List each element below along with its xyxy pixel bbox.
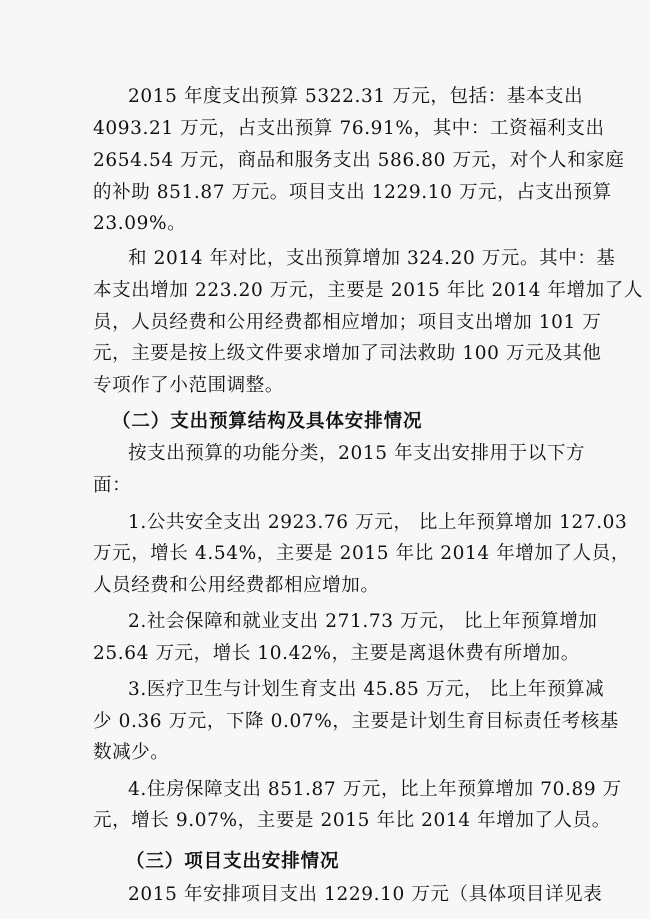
paragraph-2-line-5: 专项作了小范围调整。: [93, 375, 285, 396]
paragraph-2-line-2: 本支出增加 223.20 万元，主要是 2015 年比 2014 年增加了人: [93, 280, 643, 301]
item-1-line-3: 人员经费和公用经费都相应增加。: [93, 575, 380, 596]
section-heading-2: （二）支出预算结构及具体安排情况: [112, 411, 423, 432]
paragraph-3-line-1: 按支出预算的功能分类，2015 年支出安排用于以下方: [128, 443, 586, 464]
paragraph-2-line-3: 员，人员经费和公用经费都相应增加；项目支出增加 101 万: [93, 312, 602, 333]
item-1-line-2: 万元，增长 4.54%，主要是 2015 年比 2014 年增加了人员，: [93, 543, 630, 564]
paragraph-1-line-5: 23.09%。: [93, 213, 187, 234]
item-3-line-1: 3.医疗卫生与计划生育支出 45.85 万元， 比上年预算减: [128, 679, 605, 700]
item-1-line-1: 1.公共安全支出 2923.76 万元， 比上年预算增加 127.03: [128, 512, 628, 533]
section-heading-3: （三）项目支出安排情况: [126, 851, 340, 872]
paragraph-1-line-1: 2015 年度支出预算 5322.31 万元，包括：基本支出: [128, 86, 584, 107]
paragraph-3-line-2: 面：: [93, 475, 132, 496]
paragraph-1-line-3: 2654.54 万元，商品和服务支出 586.80 万元，对个人和家庭: [93, 150, 625, 171]
paragraph-2-line-1: 和 2014 年对比，支出预算增加 324.20 万元。其中：基: [128, 248, 616, 269]
item-2-line-1: 2.社会保障和就业支出 271.73 万元， 比上年预算增加: [128, 611, 598, 632]
item-2-line-2: 25.64 万元，增长 10.42%，主要是离退休费有所增加。: [93, 643, 580, 664]
item-4-line-2: 元，增长 9.07%，主要是 2015 年比 2014 年增加了人员。: [93, 810, 611, 831]
item-3-line-3: 数减少。: [93, 742, 170, 763]
paragraph-1-line-2: 4093.21 万元，占支出预算 76.91%，其中：工资福利支出: [93, 118, 605, 139]
item-3-line-2: 少 0.36 万元，下降 0.07%，主要是计划生育目标责任考核基: [93, 711, 619, 732]
paragraph-4-line-1: 2015 年安排项目支出 1229.10 万元（具体项目详见表: [128, 884, 603, 905]
item-4-line-1: 4.住房保障支出 851.87 万元，比上年预算增加 70.89 万: [128, 779, 622, 800]
paragraph-1-line-4: 的补助 851.87 万元。项目支出 1229.10 万元，占支出预算: [93, 182, 612, 203]
paragraph-2-line-4: 元，主要是按上级文件要求增加了司法救助 100 万元及其他: [93, 343, 602, 364]
